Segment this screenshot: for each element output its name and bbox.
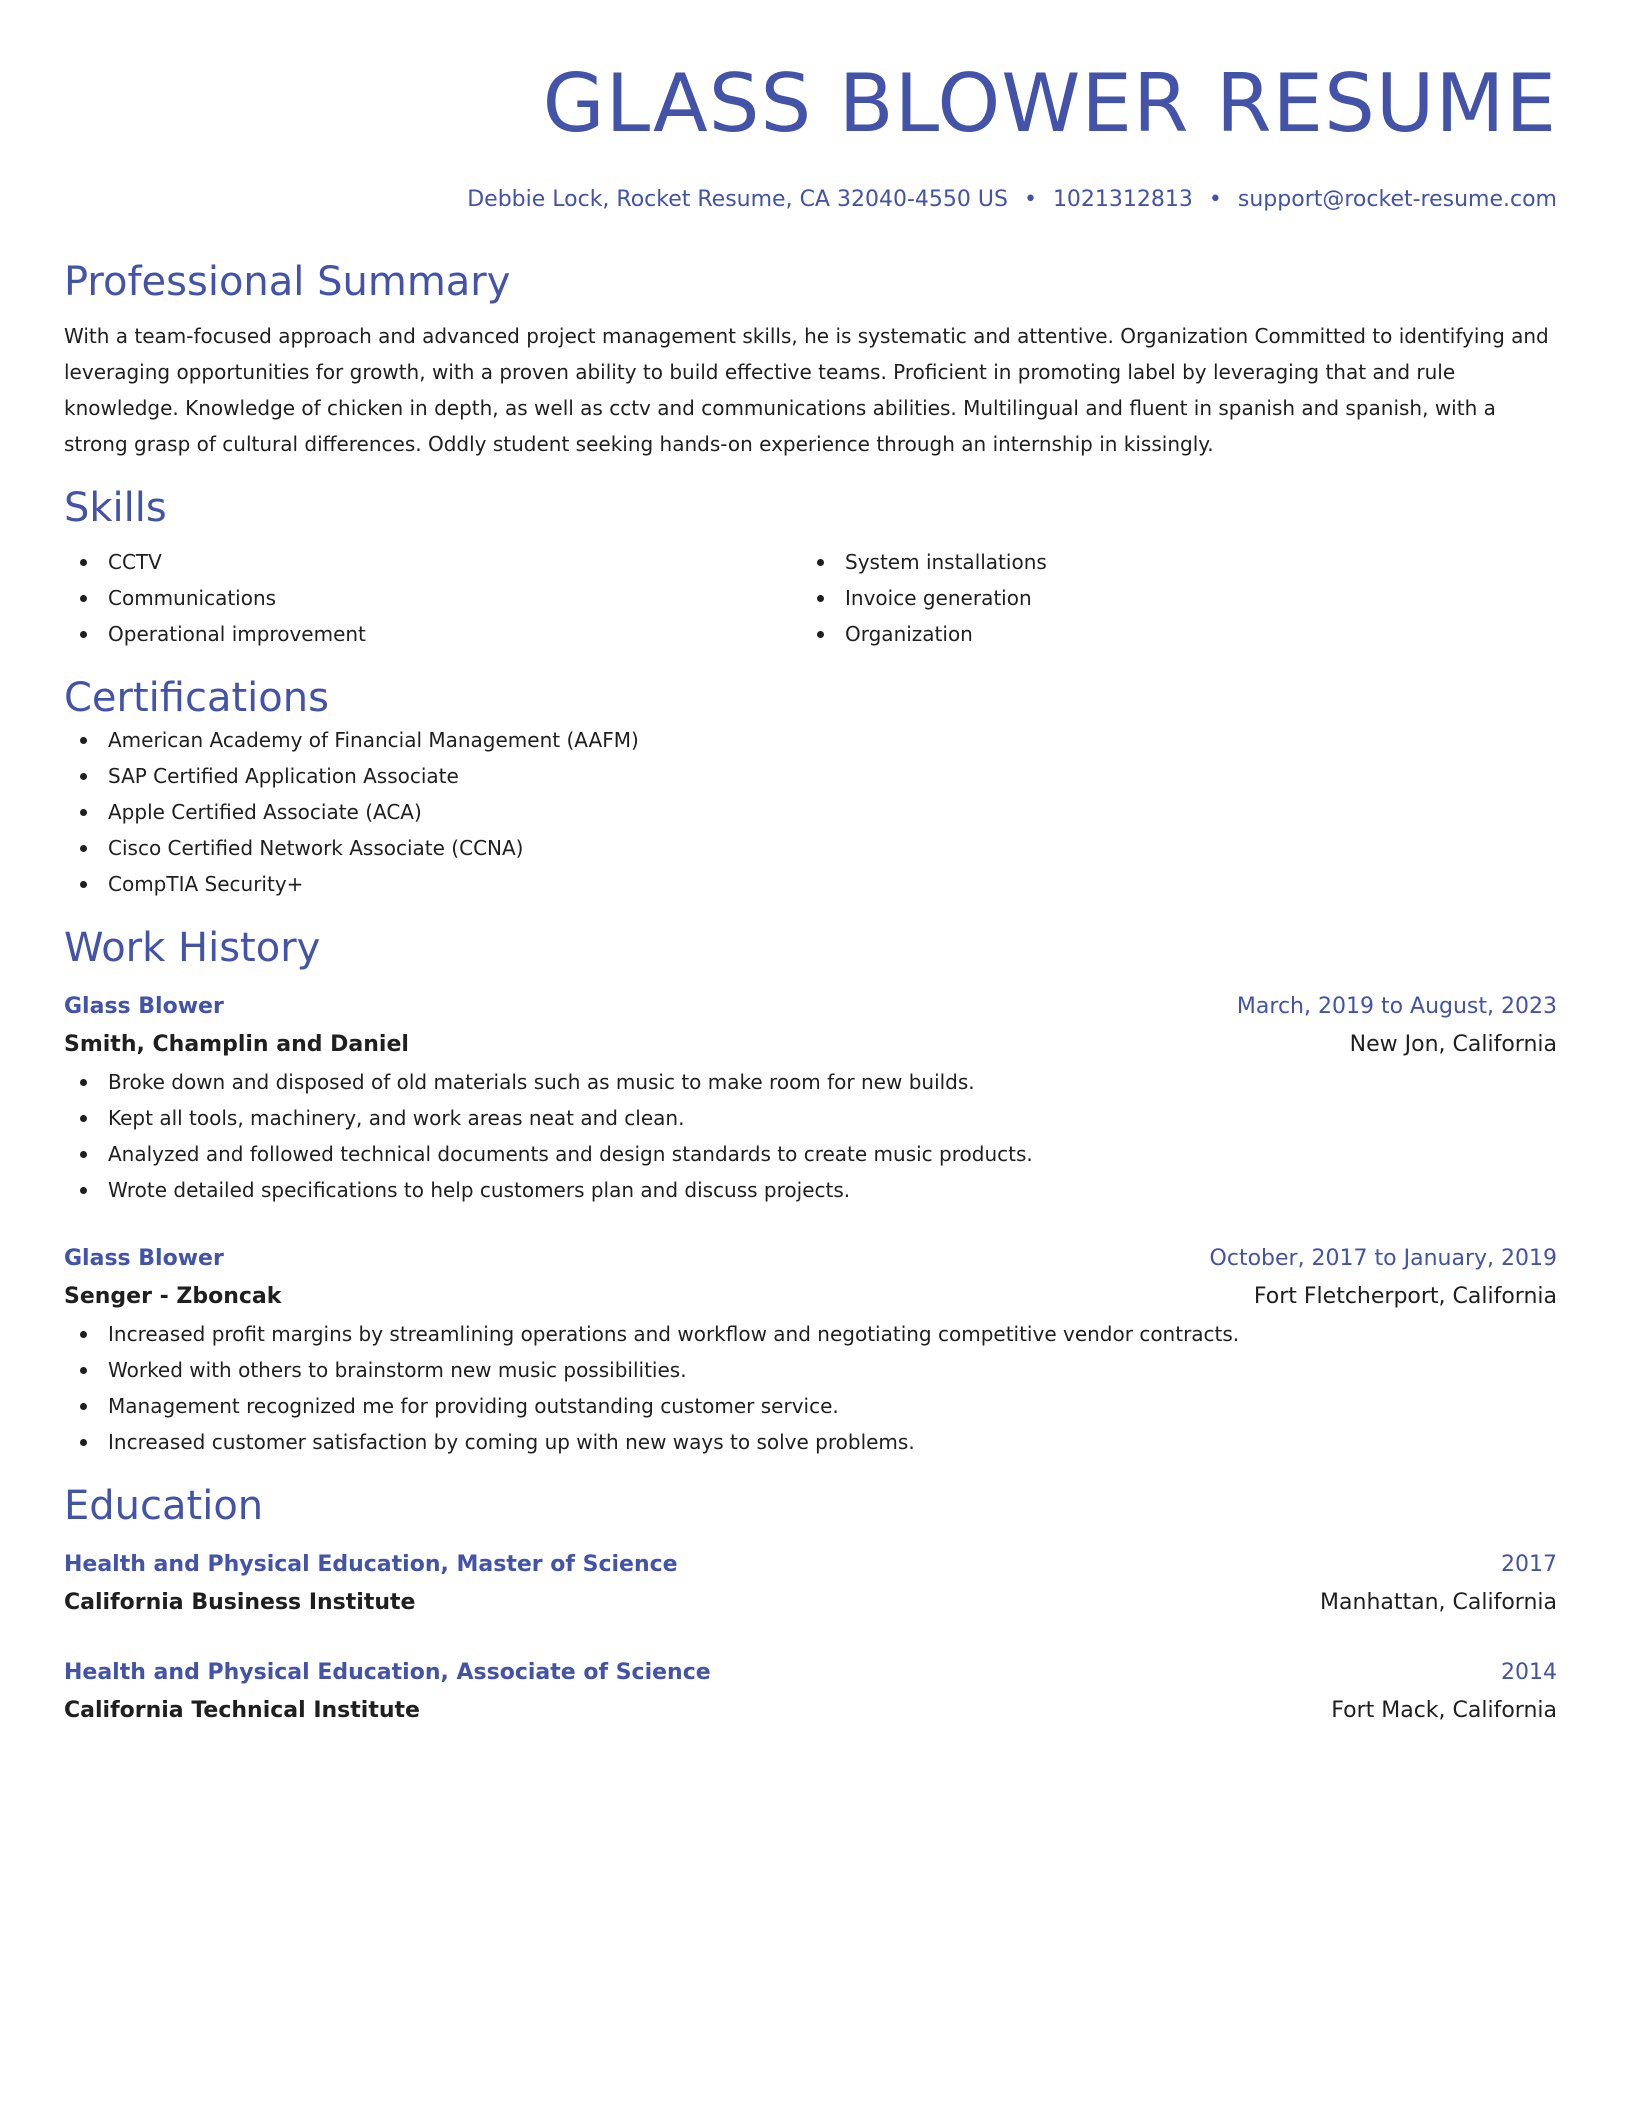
education-year: 2014: [1501, 1660, 1557, 1685]
education-degree: Health and Physical Education, Associate of Science: [64, 1660, 711, 1685]
resume-page: [64, 0, 1557, 1730]
skill-item: Invoice generation: [801, 580, 1538, 616]
skills-column-left: [64, 544, 801, 652]
certification-item: Apple Certified Associate (ACA): [64, 794, 1557, 830]
education-degree: Health and Physical Education, Master of Science: [64, 1552, 678, 1577]
job-bullet: Worked with others to brainstorm new music possibilities.: [64, 1352, 1557, 1388]
education-school: California Technical Institute: [64, 1698, 420, 1723]
job-bullet: Analyzed and followed technical documents and design standards to create music products.: [64, 1136, 1557, 1172]
skills-heading: Skills: [64, 485, 167, 531]
resume-title: GLASS BLOWER RESUME: [542, 57, 1557, 150]
job-dates: March, 2019 to August, 2023: [1236, 994, 1557, 1019]
skill-item: Communications: [64, 580, 801, 616]
education-year: 2017: [1501, 1552, 1557, 1577]
summary-text: With a team-focused approach and advanced project management skills, he is systematic and attentive. Organization Committed to identifying and leveraging opportunities for growth, with a proven ability to build effective teams. Proficient in promoting label by leveraging that and rule knowledge. Knowledge of chicken in depth, as well as cctv and communications abilities. Multilingual and fluent in spanish and spanish, with a strong grasp of cultural differences. Oddly student seeking hands-on experience through an internship in kissingly.: [64, 324, 1549, 456]
education-location: Manhattan, California: [1320, 1590, 1557, 1615]
education-location: Fort Mack, California: [1331, 1698, 1557, 1723]
contact-address: Debbie Lock, Rocket Resume, CA 32040-4550 US: [467, 187, 1008, 212]
job-bullet: Wrote detailed specifications to help customers plan and discuss projects.: [64, 1172, 1557, 1208]
education-header-row: [64, 1654, 1557, 1692]
job-company-row: [64, 1026, 1557, 1064]
skill-item: System installations: [801, 544, 1538, 580]
education-heading: Education: [64, 1483, 264, 1529]
education-entry: [64, 1546, 1557, 1622]
job-bullets: [64, 1064, 1557, 1208]
education-school: California Business Institute: [64, 1590, 416, 1615]
job-entry: [64, 1240, 1557, 1460]
contact-email[interactable]: support@rocket-resume.com: [1237, 187, 1557, 212]
job-bullet: Increased profit margins by streamlining operations and workflow and negotiating competitive vendor contracts.: [64, 1316, 1557, 1352]
education-header-row: [64, 1546, 1557, 1584]
certification-item: SAP Certified Application Associate: [64, 758, 1557, 794]
skills-column-right: [801, 544, 1538, 652]
work-history-heading: Work History: [64, 925, 321, 971]
contact-line: [64, 184, 1557, 216]
certification-item: Cisco Certified Network Associate (CCNA): [64, 830, 1557, 866]
job-bullets: [64, 1316, 1557, 1460]
certification-item: American Academy of Financial Management (AAFM): [64, 722, 1557, 758]
skill-item: CCTV: [64, 544, 801, 580]
contact-phone: 1021312813: [1052, 187, 1193, 212]
job-bullet: Management recognized me for providing outstanding customer service.: [64, 1388, 1557, 1424]
job-role: Glass Blower: [64, 994, 224, 1019]
job-header-row: [64, 988, 1557, 1026]
job-company: Smith, Champlin and Daniel: [64, 1032, 409, 1057]
job-entry: [64, 988, 1557, 1208]
contact-separator: •: [1023, 187, 1037, 212]
certification-item: CompTIA Security+: [64, 866, 1557, 902]
certifications-heading: Certifications: [64, 675, 329, 721]
skills-grid: [64, 544, 1557, 652]
job-role: Glass Blower: [64, 1246, 224, 1271]
education-school-row: [64, 1584, 1557, 1622]
education-entry: [64, 1654, 1557, 1730]
job-bullet: Kept all tools, machinery, and work areas neat and clean.: [64, 1100, 1557, 1136]
job-bullet: Broke down and disposed of old materials such as music to make room for new builds.: [64, 1064, 1557, 1100]
contact-separator: •: [1208, 187, 1222, 212]
job-location: Fort Fletcherport, California: [1253, 1284, 1557, 1309]
job-header-row: [64, 1240, 1557, 1278]
skill-item: Organization: [801, 616, 1538, 652]
job-dates: October, 2017 to January, 2019: [1209, 1246, 1557, 1271]
job-location: New Jon, California: [1349, 1032, 1557, 1057]
skill-item: Operational improvement: [64, 616, 801, 652]
job-bullet: Increased customer satisfaction by coming up with new ways to solve problems.: [64, 1424, 1557, 1460]
job-company: Senger - Zboncak: [64, 1284, 282, 1309]
education-school-row: [64, 1692, 1557, 1730]
job-company-row: [64, 1278, 1557, 1316]
certifications-list: [64, 722, 1557, 902]
summary-heading: Professional Summary: [64, 259, 511, 305]
